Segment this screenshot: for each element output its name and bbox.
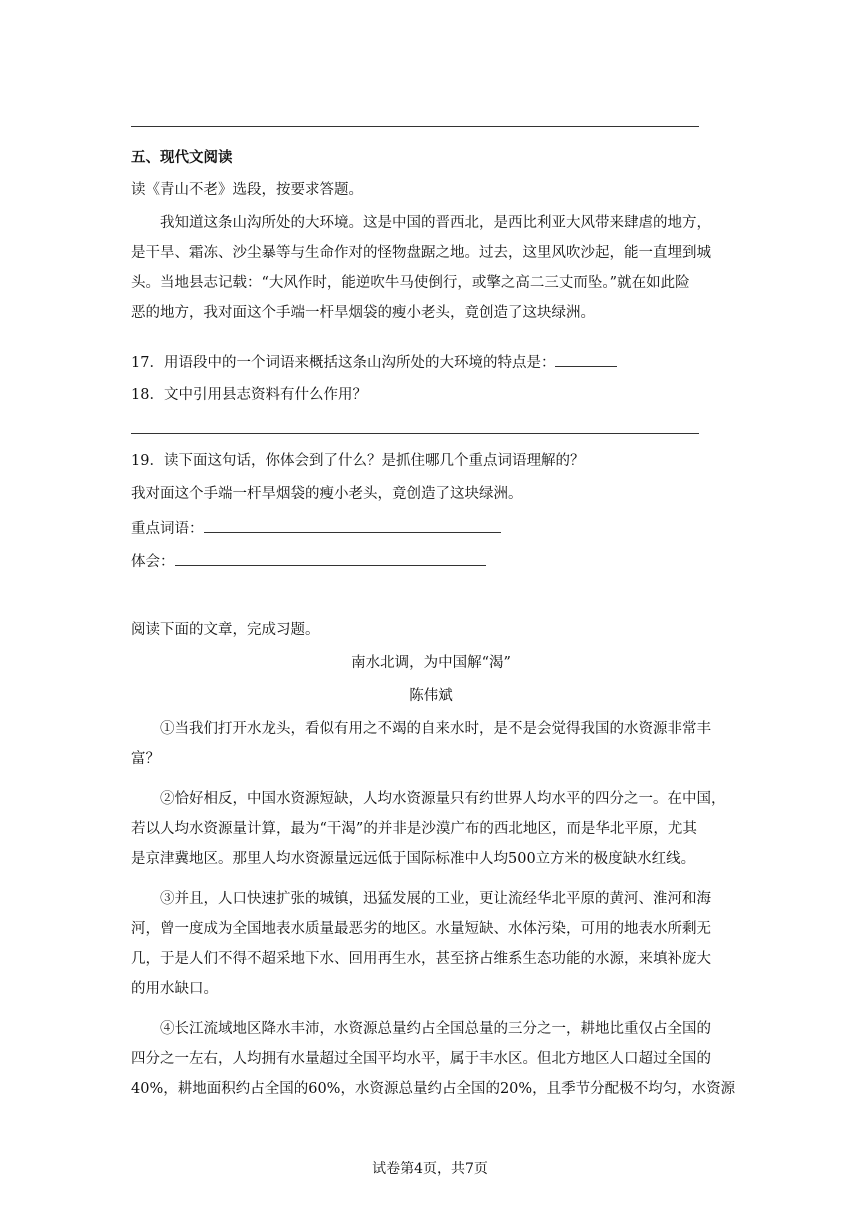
keywords-answer-blank[interactable] <box>204 518 501 533</box>
paragraph-line: ④长江流域地区降水丰沛，水资源总量约占全国总量的三分之一，耕地比重仅占全国的 <box>160 1021 711 1037</box>
article-paragraph-4 <box>131 1014 736 1104</box>
answer-blank-17[interactable] <box>555 352 617 367</box>
page-footer: 试卷第4页，共7页 <box>372 1161 488 1177</box>
paragraph-line: 若以人均水资源量计算，最为“干渴”的并非是沙漠广布的西北地区，而是华北平原，尤其 <box>131 821 697 837</box>
passage-line: 我知道这条山沟所处的大环境。这是中国的晋西北，是西比利亚大风带来肆虐的地方， <box>160 215 711 231</box>
article-paragraph-2 <box>131 784 731 874</box>
reading1-intro: 读《青山不老》选段，按要求答题。 <box>131 182 363 198</box>
question-17-text: 17．用语段中的一个词语来概括这条山沟所处的大环境的特点是： <box>131 355 556 371</box>
passage-line: 恶的地方，我对面这个手端一杆旱烟袋的瘦小老头，竟创造了这块绿洲。 <box>131 305 595 321</box>
passage-line: 头。当地县志记载：“大风作时，能逆吹牛马使倒行，或擎之高二三丈而坠。”就在如此险 <box>131 275 690 291</box>
reading2-intro: 阅读下面的文章，完成习题。 <box>131 622 320 638</box>
question-19-sentence: 我对面这个手端一杆旱烟袋的瘦小老头，竟创造了这块绿洲。 <box>131 486 523 502</box>
paragraph-line: 是京津冀地区。那里人均水资源量远远低于国际标准中人均500立方米的极度缺水红线。 <box>131 851 696 867</box>
paragraph-line: ③并且，人口快速扩张的城镇，迅猛发展的工业，更让流经华北平原的黄河、淮河和海 <box>160 891 711 907</box>
feeling-answer-blank[interactable] <box>175 551 486 566</box>
question-18: 18．文中引用县志资料有什么作用？ <box>131 387 367 403</box>
answer-line-top <box>131 126 699 127</box>
keywords-label: 重点词语： <box>131 521 204 537</box>
paragraph-line: 的用水缺口。 <box>131 981 218 997</box>
keywords-row <box>131 518 501 539</box>
passage-line: 是干旱、霜冻、沙尘暴等与生命作对的怪物盘踞之地。过去，这里风吹沙起，能一直埋到城 <box>131 245 711 261</box>
article-paragraph-1 <box>131 714 731 774</box>
section-title: 五、现代文阅读 <box>131 150 233 166</box>
paragraph-line: ①当我们打开水龙头，看似有用之不竭的自来水时，是不是会觉得我国的水资源非常丰 <box>160 721 711 737</box>
question-17 <box>131 352 617 373</box>
reading1-passage <box>131 208 731 328</box>
answer-line-18[interactable] <box>131 433 699 434</box>
paragraph-line: 40%，耕地面积约占全国的60%，水资源总量约占全国的20%，且季节分配极不均匀，水资源 <box>131 1081 736 1097</box>
paragraph-line: ②恰好相反，中国水资源短缺，人均水资源量只有约世界人均水平的四分之一。在中国， <box>160 791 726 807</box>
paragraph-line: 四分之一左右，人均拥有水量超过全国平均水平，属于丰水区。但北方地区人口超过全国的 <box>131 1051 711 1067</box>
article-author: 陈伟斌 <box>409 688 453 704</box>
paragraph-line: 富？ <box>131 751 160 767</box>
feeling-label: 体会： <box>131 554 175 570</box>
question-19: 19．读下面这句话，你体会到了什么？是抓住哪几个重点词语理解的？ <box>131 453 585 469</box>
paragraph-line: 河，曾一度成为全国地表水质量最恶劣的地区。水量短缺、水体污染，可用的地表水所剩无 <box>131 921 711 937</box>
article-paragraph-3 <box>131 884 731 1004</box>
feeling-row <box>131 551 486 572</box>
paragraph-line: 几，于是人们不得不超采地下水、回用再生水，甚至挤占维系生态功能的水源，来填补庞大 <box>131 951 711 967</box>
article-title: 南水北调，为中国解“渴” <box>351 655 511 671</box>
